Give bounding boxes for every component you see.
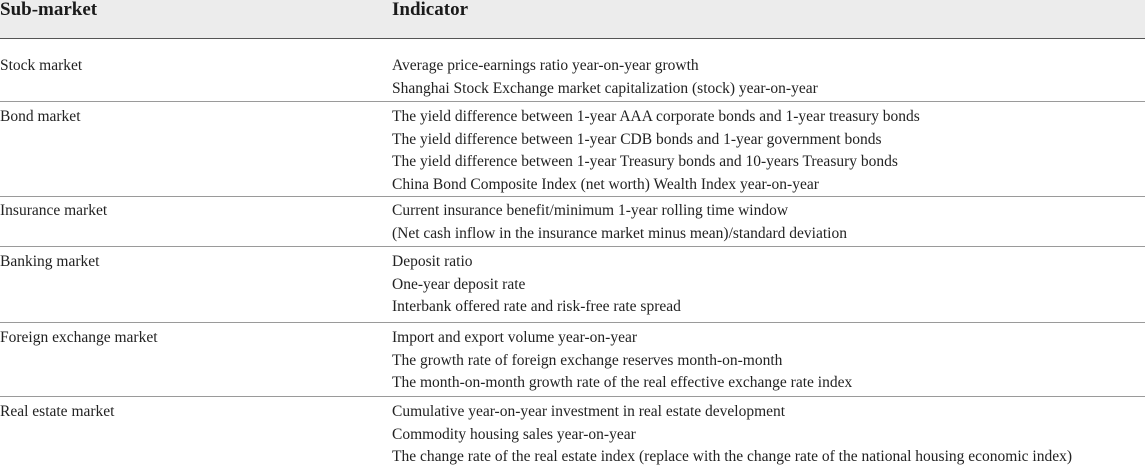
header-submarket: Sub-market xyxy=(0,0,98,20)
indicator-item: China Bond Composite Index (net worth) Wealth Index year-on-year xyxy=(392,175,819,193)
row-divider xyxy=(0,322,1145,323)
indicator-item: The yield difference between 1-year CDB bonds and 1-year government bonds xyxy=(392,130,882,148)
submarket-label: Banking market xyxy=(0,253,100,270)
submarket-label: Real estate market xyxy=(0,403,115,420)
submarket-label: Insurance market xyxy=(0,202,108,219)
header-rule xyxy=(0,38,1145,39)
indicator-list xyxy=(392,401,1072,469)
indicator-list xyxy=(392,200,847,245)
row-divider xyxy=(0,396,1145,397)
indicator-item: (Net cash inflow in the insurance market minus mean)/standard deviation xyxy=(392,224,847,242)
indicator-item: Commodity housing sales year-on-year xyxy=(392,425,636,443)
header-indicator: Indicator xyxy=(392,0,468,20)
indicator-list xyxy=(392,106,920,196)
indicator-list xyxy=(392,251,681,319)
row-divider xyxy=(0,196,1145,197)
indicator-list xyxy=(392,327,852,395)
indicator-item: Cumulative year-on-year investment in real estate development xyxy=(392,403,786,420)
indicator-item: One-year deposit rate xyxy=(392,275,526,293)
indicator-item: Deposit ratio xyxy=(392,253,473,270)
indicator-item: Interbank offered rate and risk-free rate spread xyxy=(392,298,681,315)
indicator-list xyxy=(392,55,818,100)
indicator-item: Average price-earnings ratio year-on-year growth xyxy=(392,57,699,74)
submarket-label: Foreign exchange market xyxy=(0,329,158,346)
indicator-item: Import and export volume year-on-year xyxy=(392,329,638,346)
indicator-item: Shanghai Stock Exchange market capitalization (stock) year-on-year xyxy=(392,79,818,97)
indicator-item: The yield difference between 1-year AAA corporate bonds and 1-year treasury bonds xyxy=(392,108,920,125)
row-divider xyxy=(0,101,1145,102)
indicator-item: The yield difference between 1-year Treasury bonds and 10-years Treasury bonds xyxy=(392,153,898,170)
submarket-label: Bond market xyxy=(0,108,81,125)
indicator-item: The change rate of the real estate index (replace with the change rate of the national housing economic index) xyxy=(392,448,1072,465)
table-header xyxy=(0,0,1145,38)
indicator-item: The growth rate of foreign exchange reserves month-on-month xyxy=(392,351,783,369)
submarket-label: Stock market xyxy=(0,57,83,74)
indicator-item: Current insurance benefit/minimum 1-year rolling time window xyxy=(392,202,789,219)
indicator-item: The month-on-month growth rate of the real effective exchange rate index xyxy=(392,374,853,391)
row-divider xyxy=(0,246,1145,247)
